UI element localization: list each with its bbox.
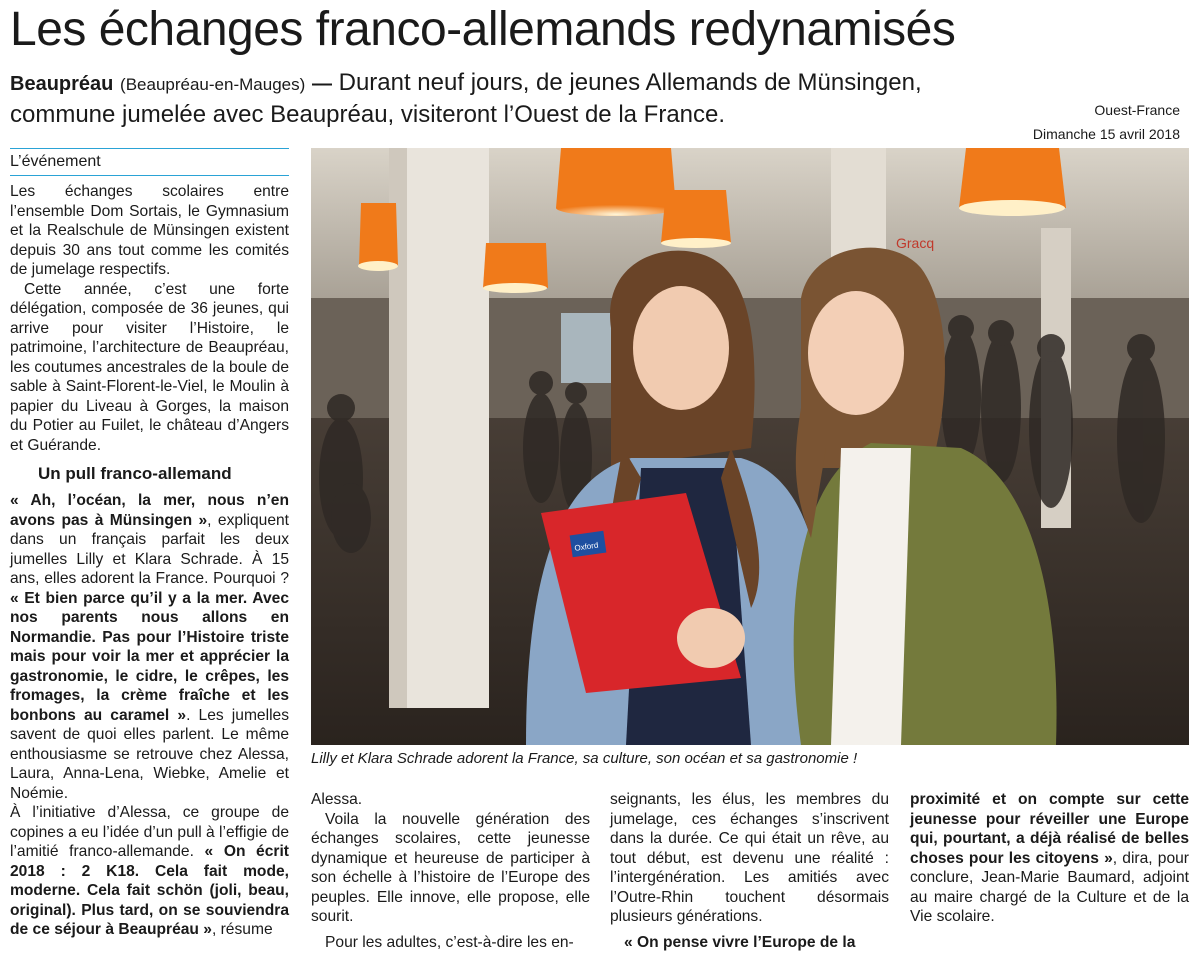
col2-paragraph-3: Pour les adultes, c’est-à-dire les en- — [325, 933, 574, 951]
text-span: , dira, pour conclure, Jean-Marie Baumard, adjoint au maire chargé de la Culture et de la Vie scolaire. — [910, 849, 1189, 925]
col2-paragraph-2: Voila la nouvelle génération des échanges scolaires, cette jeunesse dynamique et heureuse de participer à son échelle à l’histoire de l’Europe des peuples. Elle innove, elle propose, elle sourit. — [311, 810, 590, 925]
col3-paragraph-2 — [610, 933, 889, 953]
col1-paragraph-1: Les échanges scolaires entre l’ensemble Dom Sortais, le Gymnasium et la Realschule de Münsingen existent depuis 30 ans tout comme les comités de jumelage respectifs. — [10, 183, 289, 278]
col1-paragraph-2: Cette année, c’est une forte délégation, composée de 36 jeunes, qui arrive pour visiter l’Histoire, le patrimoine, l’architecture de Beaupréau, les coutumes ancestrales de la boule de sable à Saint-Florent-le-Viel, le Moulin à papier du Liveau à Gorges, la maison du Potier au Fuilet, le château d’Angers et Guérande. — [10, 280, 289, 454]
column-4 — [910, 790, 1189, 927]
newspaper-name: Ouest-France — [1094, 102, 1180, 118]
headline: Les échanges franco-allemands redynamisés — [10, 3, 956, 56]
photo-caption: Lilly et Klara Schrade adorent la France, sa culture, son océan et sa gastronomie ! — [311, 750, 858, 767]
article-photo — [311, 148, 1189, 745]
source-block — [1033, 98, 1180, 146]
publication-date: Dimanche 15 avril 2018 — [1032, 126, 1180, 142]
text-span: À l’initiative d’Alessa, ce groupe de copines a eu l’idée d’un pull à l’effigie de l’amitié franco-allemande. — [10, 804, 289, 860]
gracq-sign: Gracq — [896, 235, 935, 251]
quote-2018: « On écrit 2018 : 2 K18. Cela fait mode, moderne. Cela fait schön (joli, beau, original). Plus tard, on se souviendra de ce séjour à Beaupréau » — [10, 843, 290, 938]
notebook-brand: Oxford — [573, 540, 599, 553]
dateline-location: Beaupréau — [10, 73, 114, 95]
column-1 — [10, 148, 289, 940]
quote-proximite: proximité et on compte sur cette jeunesse pour réveiller une Europe qui, pourtant, a déjà réalisé de belles choses pour les citoyens » — [910, 791, 1189, 867]
col2-paragraph-1: Alessa. — [311, 791, 363, 808]
quote-mer: « Et bien parce qu’il y a la mer. Avec nos parents nous allons en Normandie. Pas pour l’Histoire triste mais pour voir la mer et apprécier la gastronomie, le cidre, le crêpes, les fromages, la crème fraîche et les bonbons au caramel » — [10, 589, 289, 724]
photo-illustration — [311, 148, 1189, 745]
dateline-sublocation: (Beaupréau-en-Mauges) — [120, 75, 306, 94]
text-span: , résume — [211, 921, 273, 938]
col1-paragraph-4 — [10, 803, 289, 940]
col1-paragraph-3 — [10, 491, 289, 803]
col4-paragraph-1 — [910, 790, 1189, 927]
quote-europe: « On pense vivre l’Europe de la — [624, 933, 856, 951]
rubric-label: L’événement — [10, 148, 289, 176]
dateline-dash: — — [311, 73, 332, 95]
text-span: . Les jumelles savent de quoi elles parlent. Le même enthousiasme se retrouve chez Alessa, Laura, Anna-Lena, Wiebke, Amelie et Noémie. — [10, 706, 289, 802]
quote-ocean: « Ah, l’océan, la mer, nous n’en avons pas à Münsingen » — [10, 492, 289, 529]
col3-paragraph-1: seignants, les élus, les membres du jumelage, ces échanges s’inscrivent dans la durée. Ce qui était un rêve, au tout début, est devenu une réalité : l’intergénération. Les amitiés avec l’Outre-Rhin touchent désormais plusieurs générations. — [610, 791, 889, 925]
column-3 — [610, 790, 889, 952]
text-span: , expliquent dans un français parfait les deux jumelles Lilly et Klara Schrade. À 15 ans, elles adorent la France. Pourquoi ? — [10, 511, 289, 587]
lead-paragraph — [10, 68, 1020, 130]
lead-text: Durant neuf jours, de jeunes Allemands de Münsingen, commune jumelée avec Beaupréau, visiteront l’Ouest de la France. — [10, 69, 922, 128]
column-2 — [311, 790, 590, 952]
subheading: Un pull franco-allemand — [38, 464, 232, 483]
